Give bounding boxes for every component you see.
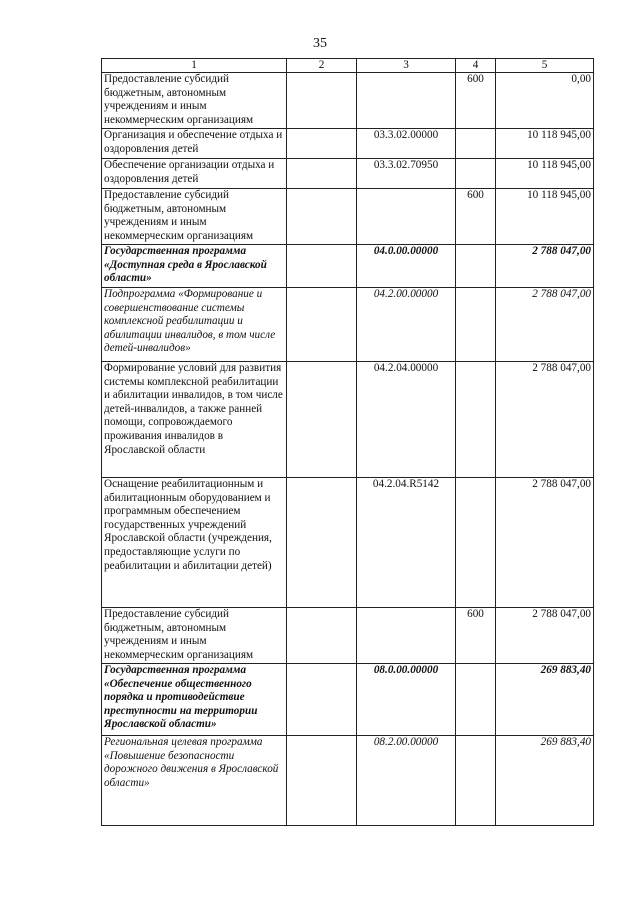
row-name-cell: Государственная программа «Доступная среда в Ярославской области»: [102, 245, 287, 288]
row-col2-cell: [287, 664, 357, 736]
table-row: [102, 362, 594, 478]
row-type-cell: [456, 159, 496, 189]
row-amount-cell: 269 883,40: [496, 664, 594, 736]
row-type-cell: [456, 245, 496, 288]
row-col2-cell: [287, 129, 357, 159]
row-amount-cell: 2 788 047,00: [496, 608, 594, 664]
table-row: [102, 736, 594, 826]
row-amount-cell: 10 118 945,00: [496, 159, 594, 189]
row-type-cell: 600: [456, 189, 496, 245]
table-row: [102, 664, 594, 736]
row-amount-cell: 2 788 047,00: [496, 362, 594, 478]
row-name-cell: Подпрограмма «Формирование и совершенствование системы комплексной реабилитации и абилитации инвалидов, в том числе детей-инвалидов»: [102, 288, 287, 362]
column-header-3: 3: [357, 59, 456, 73]
row-amount-cell: 0,00: [496, 73, 594, 129]
margin-print-mark: [619, 620, 629, 880]
row-code-cell: [357, 189, 456, 245]
row-type-cell: 600: [456, 73, 496, 129]
row-col2-cell: [287, 362, 357, 478]
header-row: [102, 59, 594, 73]
row-name-cell: Организация и обеспечение отдыха и оздоровления детей: [102, 129, 287, 159]
table-row: [102, 73, 594, 129]
table-row: [102, 288, 594, 362]
row-col2-cell: [287, 159, 357, 189]
row-name-cell: Предоставление субсидий бюджетным, автономным учреждениям и иным некоммерческим организациям: [102, 73, 287, 129]
row-name-cell: Предоставление субсидий бюджетным, автономным учреждениям и иным некоммерческим организациям: [102, 189, 287, 245]
row-type-cell: [456, 288, 496, 362]
row-code-cell: 03.3.02.70950: [357, 159, 456, 189]
page-number: 35: [313, 36, 327, 51]
row-amount-cell: 2 788 047,00: [496, 288, 594, 362]
row-col2-cell: [287, 245, 357, 288]
table-row: [102, 159, 594, 189]
budget-table: [101, 58, 594, 826]
row-type-cell: [456, 664, 496, 736]
column-header-2: 2: [287, 59, 357, 73]
row-amount-cell: 10 118 945,00: [496, 189, 594, 245]
table-row: [102, 189, 594, 245]
column-header-4: 4: [456, 59, 496, 73]
row-name-cell: Региональная целевая программа «Повышение безопасности дорожного движения в Ярославской области»: [102, 736, 287, 826]
row-col2-cell: [287, 189, 357, 245]
row-name-cell: Государственная программа «Обеспечение общественного порядка и противодействие преступности на территории Ярославской области»: [102, 664, 287, 736]
row-code-cell: 04.2.00.00000: [357, 288, 456, 362]
row-code-cell: 04.0.00.00000: [357, 245, 456, 288]
row-amount-cell: 2 788 047,00: [496, 245, 594, 288]
row-code-cell: [357, 608, 456, 664]
row-col2-cell: [287, 288, 357, 362]
row-type-cell: [456, 478, 496, 608]
row-col2-cell: [287, 736, 357, 826]
row-name-cell: Оснащение реабилитационным и абилитационным оборудованием и программным обеспечением государственных учреждений Ярославской области (учреждения, предоставляющие услуги по реабилитации и абилитации детей): [102, 478, 287, 608]
row-col2-cell: [287, 608, 357, 664]
table-row: [102, 129, 594, 159]
row-name-cell: Формирование условий для развития системы комплексной реабилитации и абилитации инвалидов, в том числе детей-инвалидов, а также ранней помощи, сопровождаемого проживания инвалидов в Ярославской области: [102, 362, 287, 478]
row-code-cell: 08.0.00.00000: [357, 664, 456, 736]
row-code-cell: 03.3.02.00000: [357, 129, 456, 159]
table-row: [102, 245, 594, 288]
table-row: [102, 608, 594, 664]
column-header-1: 1: [102, 59, 287, 73]
row-amount-cell: 10 118 945,00: [496, 129, 594, 159]
table-row: [102, 478, 594, 608]
row-name-cell: Предоставление субсидий бюджетным, автономным учреждениям и иным некоммерческим организациям: [102, 608, 287, 664]
row-type-cell: [456, 129, 496, 159]
row-amount-cell: 2 788 047,00: [496, 478, 594, 608]
row-type-cell: [456, 362, 496, 478]
row-amount-cell: 269 883,40: [496, 736, 594, 826]
row-code-cell: [357, 73, 456, 129]
row-code-cell: 04.2.04.R5142: [357, 478, 456, 608]
row-name-cell: Обеспечение организации отдыха и оздоровления детей: [102, 159, 287, 189]
row-code-cell: 04.2.04.00000: [357, 362, 456, 478]
column-header-5: 5: [496, 59, 594, 73]
row-type-cell: 600: [456, 608, 496, 664]
row-code-cell: 08.2.00.00000: [357, 736, 456, 826]
row-type-cell: [456, 736, 496, 826]
row-col2-cell: [287, 478, 357, 608]
row-col2-cell: [287, 73, 357, 129]
